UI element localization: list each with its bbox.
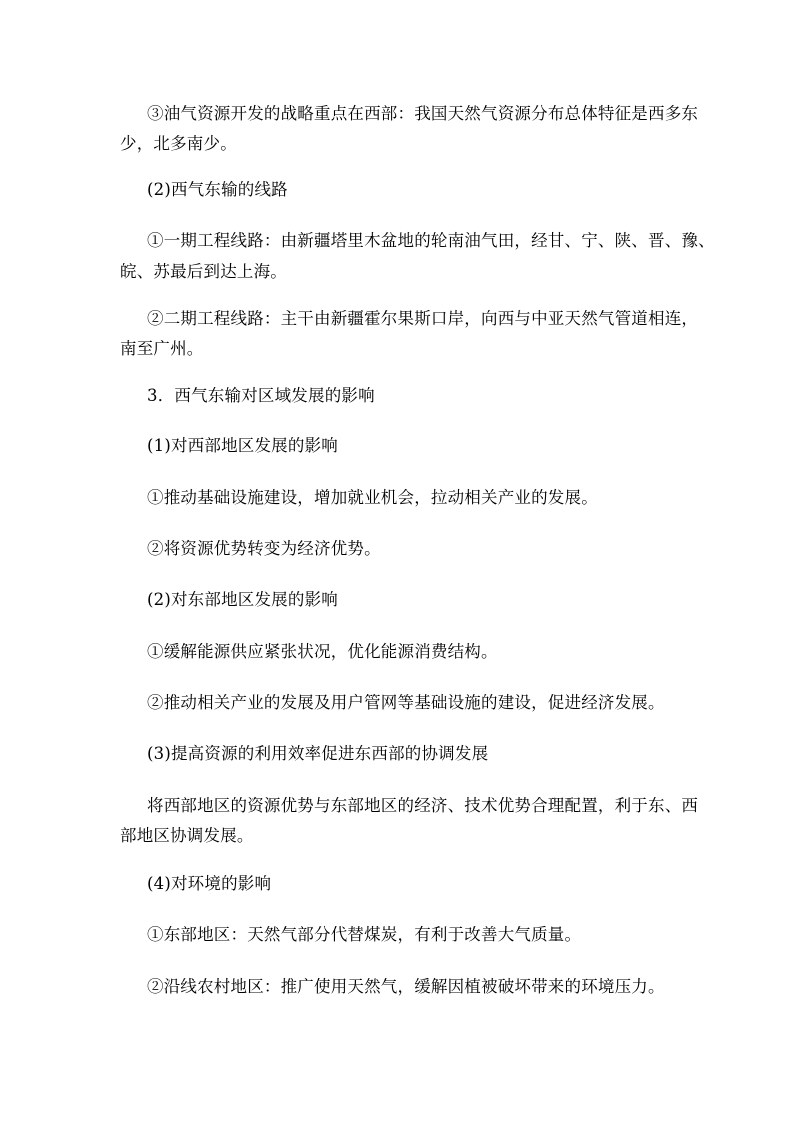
- heading-environment-impact: (4)对环境的影响: [147, 874, 272, 893]
- paragraph-oil-gas-strategy-cont: 少，北多南少。: [120, 134, 237, 153]
- heading-pipeline-route: (2)西气东输的线路: [147, 180, 288, 199]
- heading-eastern-impact: (2)对东部地区发展的影响: [147, 590, 338, 609]
- paragraph-western-impact-1: ①推动基础设施建设，增加就业机会，拉动相关产业的发展。: [147, 488, 598, 507]
- paragraph-phase-one-route: ①一期工程线路：由新疆塔里木盆地的轮南油气田，经甘、宁、陕、晋、豫、: [147, 231, 715, 250]
- paragraph-environment-impact-1: ①东部地区：天然气部分代替煤炭，有利于改善大气质量。: [147, 925, 582, 944]
- section-heading-regional-impact: 3．西气东输对区域发展的影响: [147, 386, 375, 405]
- paragraph-oil-gas-strategy: ③油气资源开发的战略重点在西部：我国天然气资源分布总体特征是西多东: [147, 104, 699, 123]
- paragraph-eastern-impact-2: ②推动相关产业的发展及用户管网等基础设施的建设，促进经济发展。: [147, 693, 665, 712]
- paragraph-phase-two-route-cont: 南至广州。: [120, 339, 204, 358]
- paragraph-western-impact-2: ②将资源优势转变为经济优势。: [147, 539, 381, 558]
- paragraph-resource-efficiency-cont: 部地区协调发展。: [120, 826, 254, 845]
- paragraph-environment-impact-2: ②沿线农村地区：推广使用天然气，缓解因植被破坏带来的环境压力。: [147, 977, 665, 996]
- paragraph-resource-efficiency: 将西部地区的资源优势与东部地区的经济、技术优势合理配置，利于东、西: [147, 796, 699, 815]
- heading-resource-efficiency: (3)提高资源的利用效率促进东西部的协调发展: [147, 744, 489, 763]
- heading-western-impact: (1)对西部地区发展的影响: [147, 436, 338, 455]
- paragraph-phase-one-route-cont: 皖、苏最后到达上海。: [120, 262, 287, 281]
- paragraph-phase-two-route: ②二期工程线路：主干由新疆霍尔果斯口岸，向西与中亚天然气管道相连，: [147, 309, 699, 328]
- paragraph-eastern-impact-1: ①缓解能源供应紧张状况，优化能源消费结构。: [147, 642, 498, 661]
